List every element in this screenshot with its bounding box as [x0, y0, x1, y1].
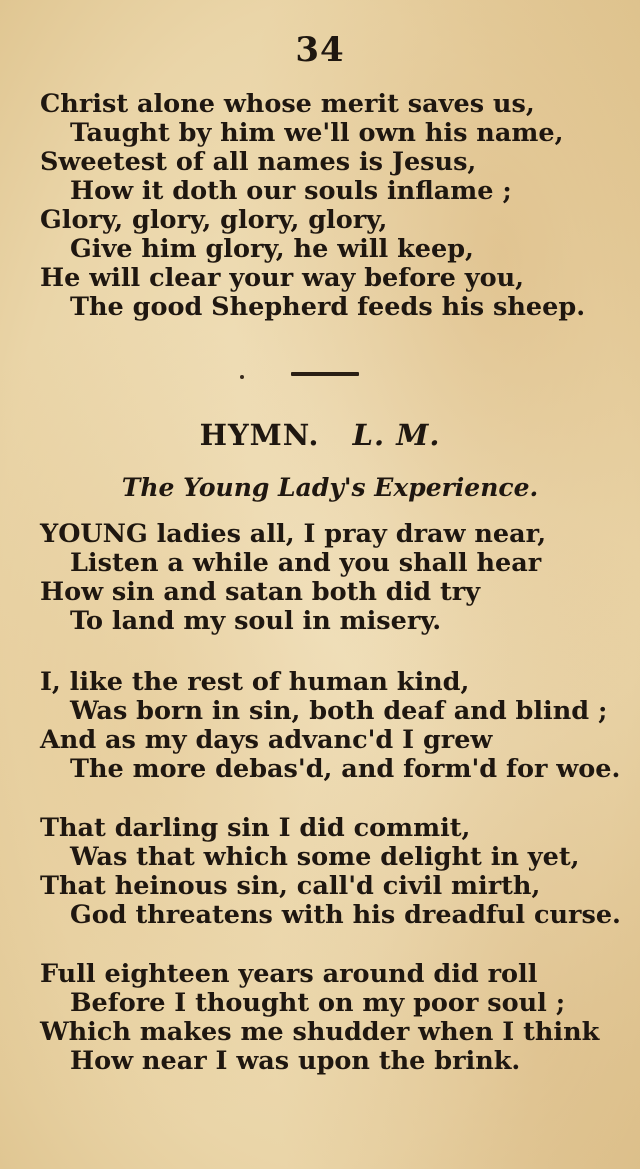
- verse-line: Listen a while and you shall hear: [70, 548, 542, 578]
- ornament-dot: [240, 375, 244, 379]
- verse-line: Was born in sin, both deaf and blind ;: [70, 696, 608, 726]
- stanza-previous-hymn-ending: [0, 90, 640, 322]
- verse-line: That darling sin I did commit,: [40, 813, 471, 843]
- verse-line: Glory, glory, glory, glory,: [40, 205, 388, 235]
- stanza-3: [0, 814, 640, 930]
- verse-line: How near I was upon the brink.: [70, 1046, 521, 1076]
- verse-line: Full eighteen years around did roll: [40, 959, 538, 989]
- section-divider: [291, 372, 359, 376]
- verse-line: And as my days advanc'd I grew: [40, 725, 493, 755]
- verse-line: That heinous sin, call'd civil mirth,: [40, 871, 541, 901]
- hymn-meter: L. M.: [352, 418, 441, 452]
- verse-line: Which makes me shudder when I think: [40, 1017, 600, 1047]
- verse-line: Was that which some delight in yet,: [70, 842, 580, 872]
- verse-line: The more debas'd, and form'd for woe.: [70, 754, 621, 784]
- verse-line: The good Shepherd feeds his sheep.: [70, 292, 586, 322]
- verse-line: How it doth our souls inflame ;: [70, 176, 512, 206]
- verse-line: YOUNG ladies all, I pray draw near,: [40, 519, 547, 549]
- hymn-title: HYMN.: [199, 418, 320, 452]
- verse-line: Sweetest of all names is Jesus,: [40, 147, 477, 177]
- stanza-2: [0, 668, 640, 784]
- page-number: 34: [295, 30, 345, 70]
- verse-line: I, like the rest of human kind,: [40, 667, 470, 697]
- verse-line: Before I thought on my poor soul ;: [70, 988, 566, 1018]
- verse-line: Christ alone whose merit saves us,: [40, 89, 535, 119]
- verse-line: He will clear your way before you,: [40, 263, 525, 293]
- stanza-4: [0, 960, 640, 1076]
- verse-line: God threatens with his dreadful curse.: [70, 900, 621, 930]
- hymn-heading: [0, 418, 640, 452]
- hymn-subtitle: The Young Lady's Experience.: [121, 473, 539, 502]
- verse-line: To land my soul in misery.: [70, 606, 442, 636]
- verse-line: Give him glory, he will keep,: [70, 234, 474, 264]
- stanza-1: [0, 520, 640, 636]
- verse-line: Taught by him we'll own his name,: [70, 118, 564, 148]
- verse-line: How sin and satan both did try: [40, 577, 481, 607]
